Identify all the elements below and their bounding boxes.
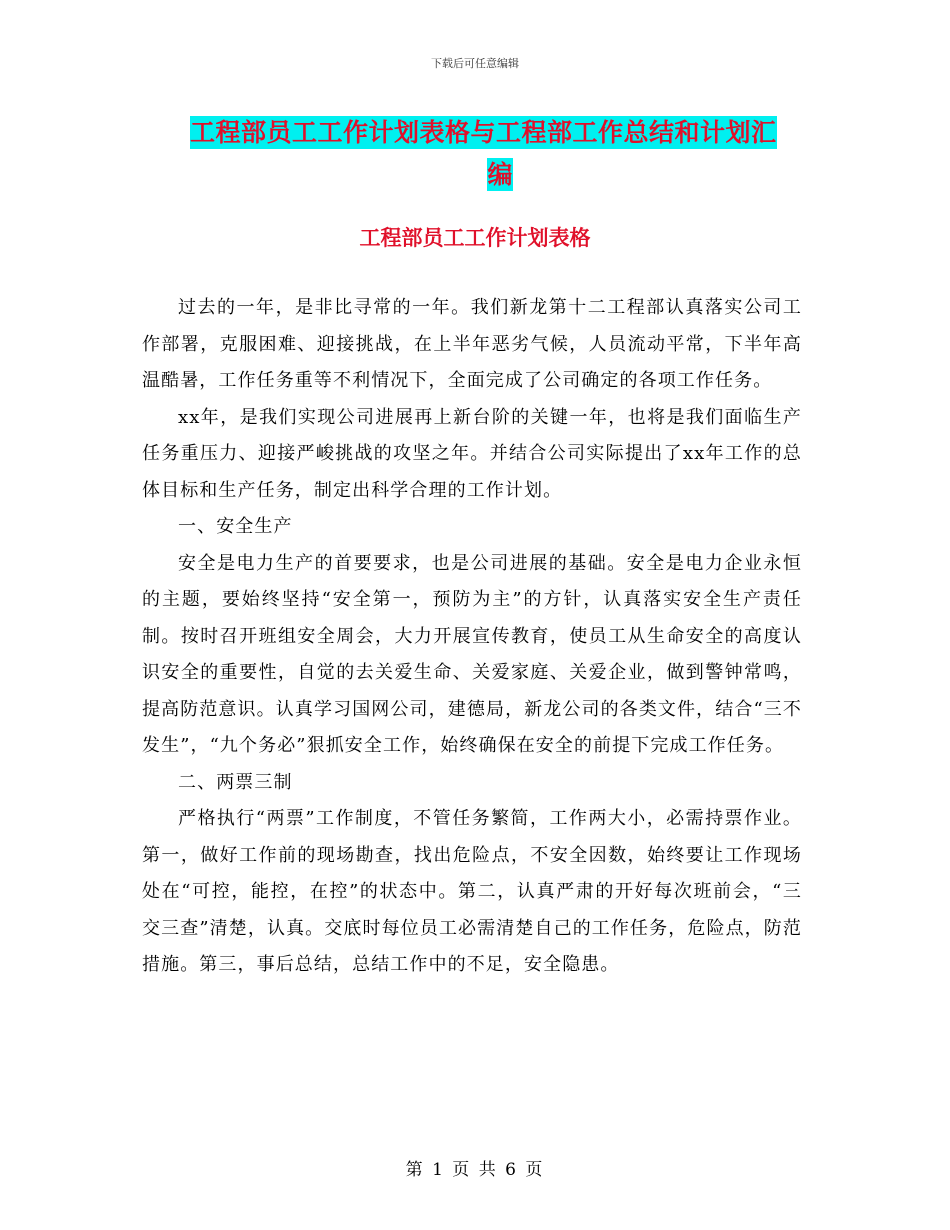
paragraph-two-tickets: 严格执行“两票”工作制度，不管任务繁简，工作两大小，必需持票作业。第一，做好工作前的现场勘查，找出危险点，不安全因数，始终要让工作现场处在“可控，能控，在控”的状态中。第二，认真严肃的开好每次班前会，“三交三查”清楚，认真。交底时每位员工必需清楚自己的工作任务，危险点，防范措施。第三，事后总结，总结工作中的不足，安全隐患。 [142, 808, 802, 975]
paragraph-goals: xx年，是我们实现公司进展再上新台阶的关键一年，也将是我们面临生产任务重压力、迎接严峻挑战的攻坚之年。并结合公司实际提出了xx年工作的总体目标和生产任务，制定出科学合理的工作计划。 [142, 406, 802, 501]
paragraph-intro: 过去的一年，是非比寻常的一年。我们新龙第十二工程部认真落实公司工作部署，克服困难、迎接挑战，在上半年恶劣气候，人员流动平常，下半年高温酷暑，工作任务重等不利情况下，全面完成了公司确定的各项工作任务。 [142, 297, 802, 391]
body-text [142, 290, 802, 984]
heading-safety: 一、安全生产 [178, 516, 293, 537]
paragraph-safety: 安全是电力生产的首要要求，也是公司进展的基础。安全是电力企业永恒的主题，要始终坚持“安全第一，预防为主”的方针，认真落实安全生产责任制。按时召开班组安全周会，大力开展宣传教育，使员工从生命安全的高度认识安全的重要性，自觉的去关爱生命、关爱家庭、关爱企业，做到警钟常鸣，提高防范意识。认真学习国网公司，建德局，新龙公司的各类文件，结合“三不发生”，“九个务必”狠抓安全工作，始终确保在安全的前提下完成工作任务。 [142, 552, 802, 756]
document-title [190, 112, 810, 196]
header-note: 下载后可任意编辑 [431, 57, 519, 70]
heading-two-tickets: 二、两票三制 [178, 771, 293, 793]
title-line-1: 工程部员工工作计划表格与工程部工作总结和计划汇 [190, 118, 777, 147]
title-line-2: 编 [487, 160, 513, 189]
page-footer: 第 1 页 共 6 页 [405, 1160, 545, 1180]
section-title: 工程部员工工作计划表格 [359, 226, 591, 250]
